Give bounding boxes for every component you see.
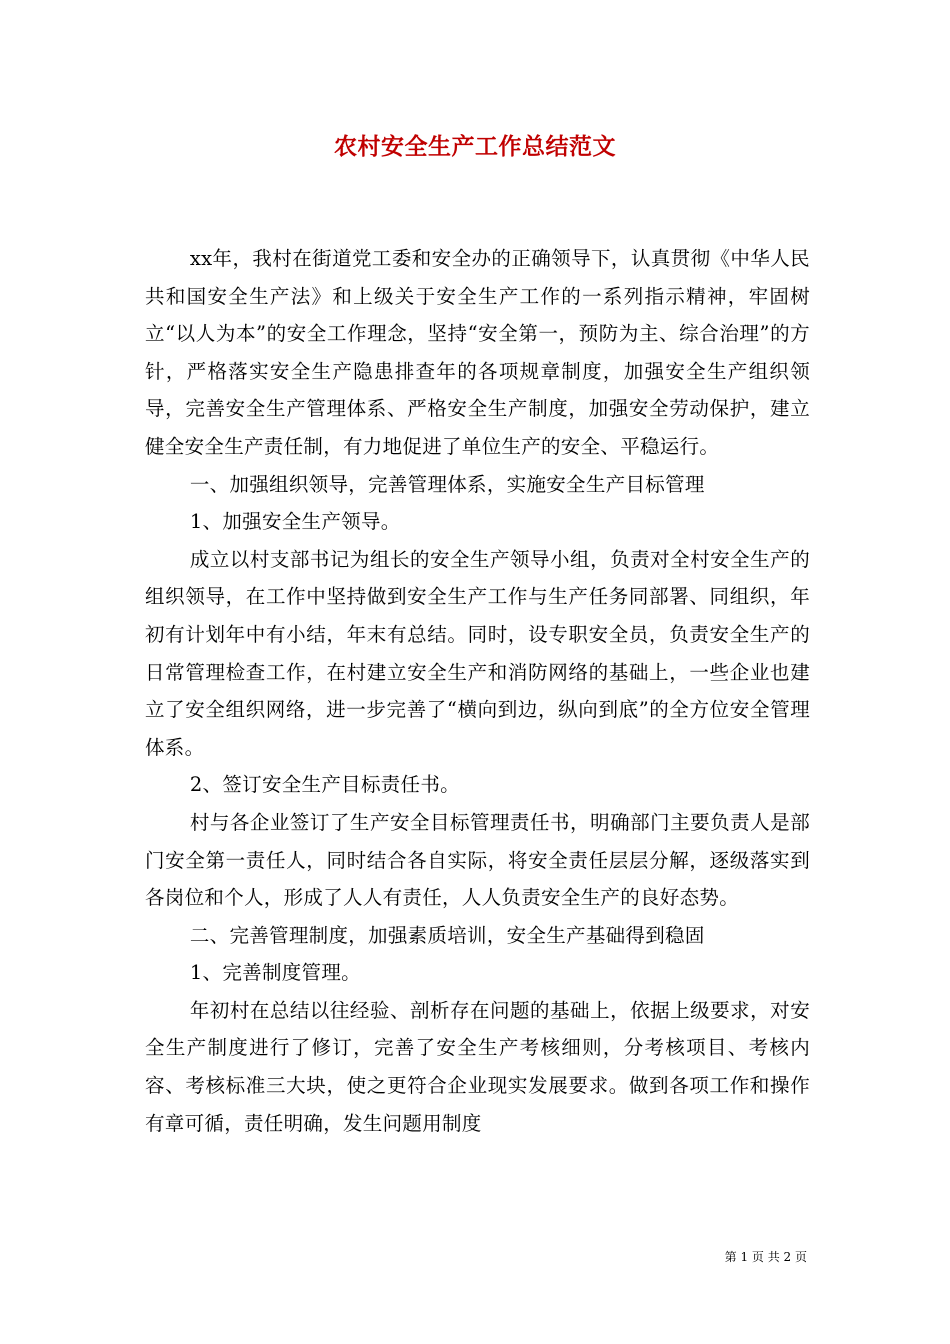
paragraph-intro: xx年，我村在街道党工委和安全办的正确领导下，认真贯彻《中华人民共和国安全生产法》和上级关于安全生产工作的一系列指示精神，牢固树立“以人为本”的安全工作理念，坚持“安全第一，预防为主、综合治理”的方针，严格落实安全生产隐患排查年的各项规章制度，加强安全生产组织领导，完善安全生产管理体系、严格安全生产制度，加强安全劳动保护，建立健全安全生产责任制，有力地促进了单位生产的安全、平稳运行。 — [145, 247, 810, 458]
paragraph-2-1: 年初村在总结以往经验、剖析存在问题的基础上，依据上级要求，对安全生产制度进行了修订，完善了安全生产考核细则，分考核项目、考核内容、考核标准三大块，使之更符合企业现实发展要求。做到各项工作和操作有章可循，责任明确，发生问题用制度 — [145, 998, 810, 1135]
section-heading-1: 一、加强组织领导，完善管理体系，实施安全生产目标管理 — [189, 472, 705, 496]
subheading-2-1: 1、完善制度管理。 — [189, 961, 361, 985]
subheading-1-2: 2、签订安全生产目标责任书。 — [189, 773, 460, 797]
page-number: 第 1 页 共 2 页 — [724, 1250, 807, 1264]
subheading-1-1: 1、加强安全生产领导。 — [189, 510, 401, 534]
section-heading-2: 二、完善管理制度，加强素质培训，安全生产基础得到稳固 — [189, 923, 705, 947]
paragraph-1-2: 村与各企业签订了生产安全目标管理责任书，明确部门主要负责人是部门安全第一责任人，同时结合各自实际，将安全责任层层分解，逐级落实到各岗位和个人，形成了人人有责任，人人负责安全生产的良好态势。 — [145, 810, 810, 910]
paragraph-1-1: 成立以村支部书记为组长的安全生产领导小组，负责对全村安全生产的组织领导，在工作中坚持做到安全生产工作与生产任务同部署、同组织，年初有计划年中有小结，年末有总结。同时，设专职安全员，负责安全生产的日常管理检查工作，在村建立安全生产和消防网络的基础上，一些企业也建立了安全组织网络，进一步完善了“横向到边，纵向到底”的全方位安全管理体系。 — [145, 547, 810, 759]
document-body — [145, 240, 810, 1142]
document-title: 农村安全生产工作总结范文 — [334, 133, 616, 160]
